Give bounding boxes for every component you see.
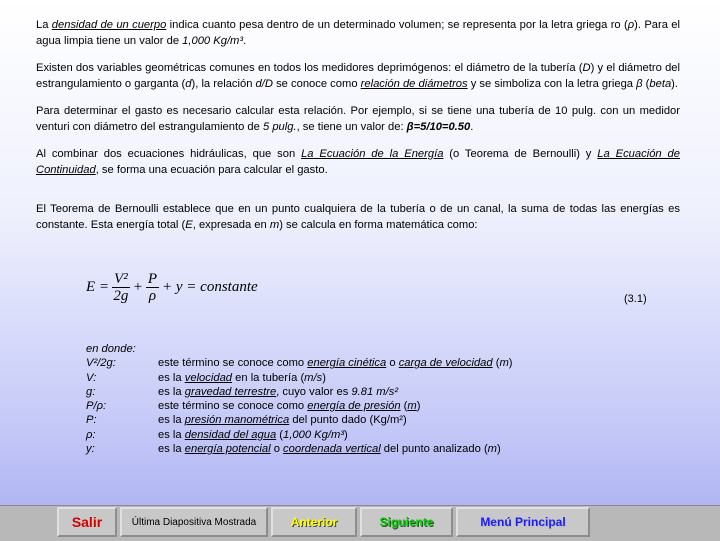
definition-text: en la tubería (	[232, 371, 305, 384]
symbol-E: E	[185, 218, 193, 231]
symbol-beta: β	[636, 77, 643, 90]
equation-lhs: E =	[86, 279, 110, 295]
definition-link: m/s	[304, 371, 323, 384]
text: , expresada en	[192, 218, 270, 231]
text: La	[36, 19, 52, 31]
text: (o Teorema de Bernoulli) y	[443, 148, 598, 160]
definition-link[interactable]: gravedad terrestre	[184, 385, 277, 398]
definition-description	[158, 385, 398, 399]
definition-description	[158, 413, 407, 427]
definition-link[interactable]: energía cinética	[307, 357, 387, 370]
equation-number: (3.1)	[624, 293, 647, 305]
unit-m: m	[269, 218, 280, 231]
fraction-pressure	[146, 271, 159, 304]
fraction-kinetic	[112, 271, 130, 304]
definition-description	[158, 399, 420, 413]
definition-text: o	[386, 357, 399, 370]
definition-link[interactable]: m	[407, 400, 417, 413]
definition-text: (	[276, 428, 284, 441]
next-button[interactable]: Siguiente	[360, 507, 453, 537]
paragraph-example	[36, 104, 680, 135]
link-ecuacion-continuidad[interactable]: La Ecuación de Continuidad	[36, 148, 680, 176]
definition-row	[86, 371, 513, 385]
symbol-d: d	[185, 77, 192, 90]
beta-name: beta	[649, 77, 672, 90]
text: , se forma una ecuación para calcular el gasto.	[95, 163, 328, 176]
definition-link: 9.81 m/s²	[351, 385, 399, 398]
definition-text: es la	[158, 385, 185, 398]
definition-symbol: P/ρ:	[86, 400, 107, 413]
fraction-denominator: 2g	[113, 288, 129, 304]
definition-text: )	[497, 443, 501, 456]
text: Para determinar el gasto es necesario calcular esta relación. Por ejemplo, si se tiene una tubería de 10 pulg. con un medidor venturi con diámetro del estrangulamiento de	[36, 105, 680, 133]
symbol-D: D	[582, 62, 591, 74]
definition-row	[86, 442, 513, 456]
text: ).	[671, 77, 679, 90]
exit-button[interactable]: Salir	[57, 507, 117, 537]
definition-text: es la	[158, 371, 185, 384]
definition-link[interactable]: densidad del agua	[184, 428, 277, 441]
text: indica cuanto pesa dentro de un determinado volumen; se representa por la letra griega ro (	[166, 19, 628, 31]
definition-description	[158, 371, 326, 385]
previous-button[interactable]: Anterior	[271, 507, 357, 537]
ratio: d/D	[255, 77, 273, 90]
definition-symbol: V²/2g:	[86, 357, 116, 370]
paragraph-equations	[36, 147, 680, 178]
link-densidad[interactable]: densidad de un cuerpo	[51, 19, 167, 31]
value-density: 1,000 Kg/m³	[182, 34, 244, 47]
paragraph-density	[36, 18, 680, 49]
definition-text: m	[499, 357, 509, 370]
text: ). Para el agua limpia tiene un valor de	[36, 19, 681, 47]
definition-link[interactable]: presión manométrica	[184, 414, 290, 427]
text: ) se calcula en forma matemática como:	[279, 218, 478, 231]
text: ), la relación	[191, 77, 256, 90]
definition-row	[86, 428, 513, 442]
value-throat: 5 pulg.	[263, 120, 297, 133]
definition-symbol: y:	[86, 443, 95, 456]
definition-symbol: g:	[86, 385, 96, 398]
text: .	[243, 34, 247, 47]
definition-text: )	[344, 428, 348, 441]
definition-link: 1,000 Kg/m³	[283, 428, 344, 441]
definition-link[interactable]: carga de velocidad	[398, 357, 493, 370]
definition-text: )	[508, 357, 513, 370]
text: se conoce como	[272, 77, 361, 90]
definition-text: este término se conoce como	[158, 400, 308, 413]
definition-text: este término se conoce como	[158, 357, 308, 370]
definition-text: , cuyo valor es	[276, 385, 352, 398]
definition-description	[158, 356, 513, 370]
text: El Teorema de Bernoulli establece que en un punto cualquiera de la tubería o de un canal, la suma de todas las energías es constante. Esta energía total (	[36, 203, 680, 231]
definition-text: es la	[158, 443, 185, 456]
definition-row	[86, 399, 513, 413]
text: Al combinar dos ecuaciones hidráulicas, que son	[36, 148, 302, 160]
symbol-rho: ρ	[627, 19, 635, 31]
definition-link[interactable]: energía de presión	[307, 400, 401, 413]
main-menu-button[interactable]: Menú Principal	[456, 507, 590, 537]
link-relacion-diametros[interactable]: relación de diámetros	[360, 77, 468, 90]
definition-row	[86, 413, 513, 427]
plus-sign: +	[132, 279, 143, 295]
definition-text: )	[322, 371, 326, 384]
text: .	[470, 120, 474, 133]
definition-description	[158, 442, 501, 456]
text: Existen dos variables geométricas comunes en todos los medidores deprimógenos: el diámetro de la tubería (	[36, 62, 583, 74]
text: ) y el diámetro del estrangulamiento o garganta (	[36, 62, 680, 90]
definition-text: es la	[158, 428, 185, 441]
paragraph-bernoulli	[36, 202, 680, 233]
equation-rest: + y = constante	[162, 279, 258, 295]
definition-text: del punto dado (Kg/m²)	[289, 414, 407, 427]
definition-row	[86, 356, 513, 370]
definition-symbol: ρ:	[86, 428, 96, 441]
definition-text: (	[400, 400, 408, 413]
slide-body	[36, 18, 680, 245]
text: y se simboliza con la letra griega	[467, 77, 637, 90]
fraction-numerator: P	[147, 271, 158, 287]
definition-link[interactable]: velocidad	[184, 371, 233, 384]
definition-row	[86, 385, 513, 399]
definitions-intro: en donde:	[86, 343, 136, 355]
definition-symbol: V:	[86, 371, 97, 384]
fraction-denominator: ρ	[148, 288, 157, 304]
definition-text: )	[416, 400, 421, 413]
definition-text: o	[270, 443, 284, 456]
fraction-numerator: V²	[114, 271, 128, 287]
paragraph-diameters	[36, 61, 680, 92]
text: (	[642, 77, 650, 90]
definitions-list	[86, 342, 513, 456]
definition-description	[158, 428, 348, 442]
definition-text: (	[492, 357, 500, 370]
definition-symbol: P:	[86, 414, 97, 427]
definition-link[interactable]: coordenada vertical	[283, 443, 381, 456]
definition-link[interactable]: energía potencial	[184, 443, 271, 456]
definition-text: del punto analizado (	[380, 443, 488, 456]
text: , se tiene un valor de:	[296, 120, 407, 133]
bernoulli-equation	[86, 271, 258, 304]
link-ecuacion-energia[interactable]: La Ecuación de la Energía	[301, 148, 444, 160]
definition-text: m	[487, 443, 497, 456]
last-slide-button[interactable]: Última Diapositiva Mostrada	[120, 507, 268, 537]
definition-text: es la	[158, 414, 185, 427]
beta-result: β=5/10=0.50	[406, 120, 471, 133]
